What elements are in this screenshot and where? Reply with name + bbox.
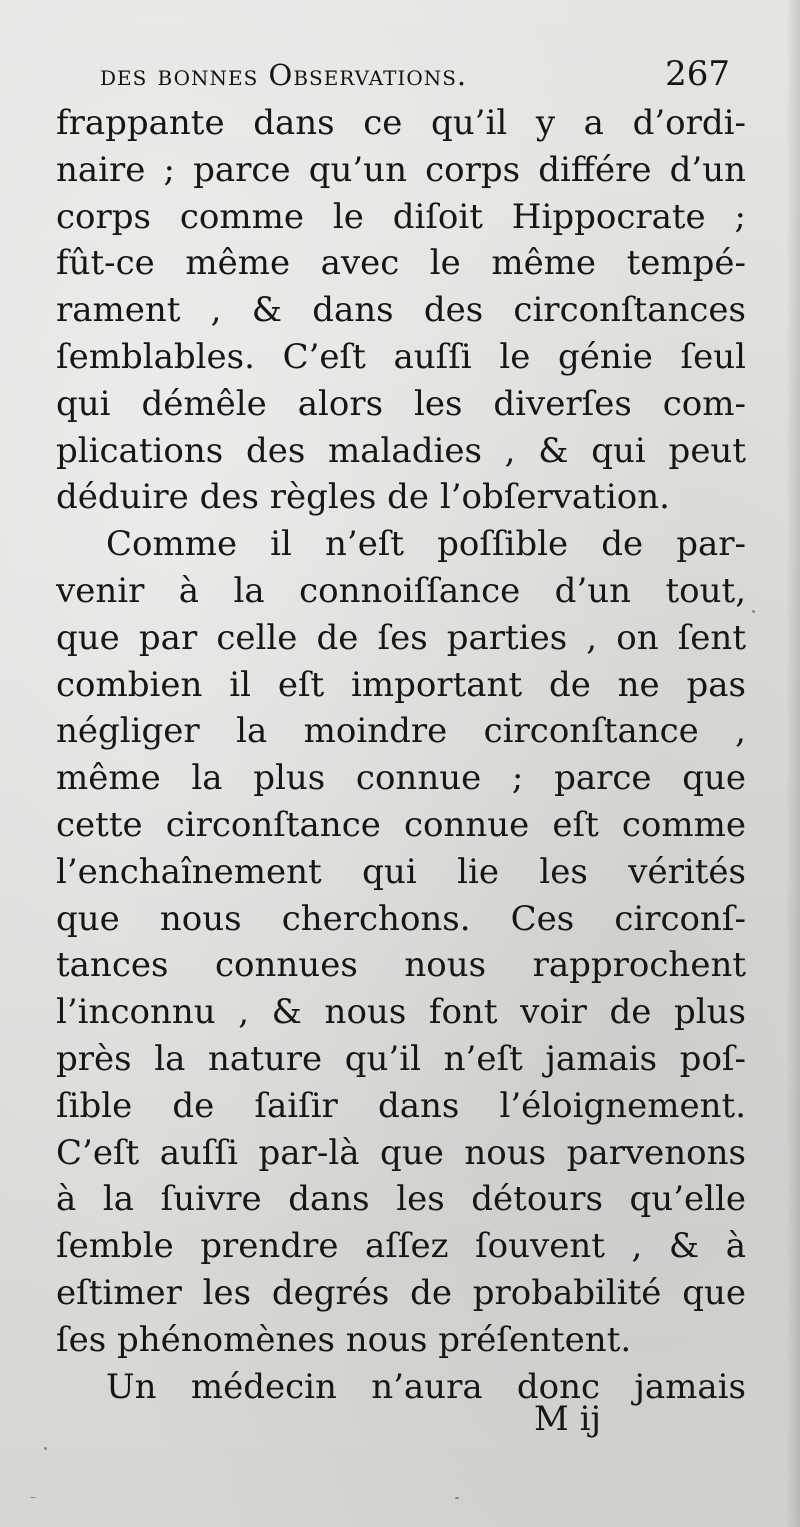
text-line: eſtimer les degrés de probabilité que (56, 1272, 746, 1313)
text-line: négliger la moindre circonſtance , (56, 711, 746, 752)
text-line: l’inconnu , & nous font voir de plus (56, 992, 746, 1033)
paragraph-start-line: Comme il n’eſt poſſible de par- (106, 524, 746, 565)
text-line: ſible de ſaiſir dans l’éloignement. (56, 1085, 746, 1126)
paper-speck (455, 1497, 459, 1499)
text-line: C’eſt auſſi par-là que nous parvenons (56, 1132, 746, 1173)
text-line: fût-ce même avec le même tempé- (56, 243, 746, 284)
text-line: déduire des règles de l’obſervation. (56, 477, 670, 518)
text-line: cette circonſtance connue eſt comme (56, 804, 746, 845)
paragraph-start-line: Un médecin n’aura donc jamais (106, 1366, 746, 1407)
text-line: à la ſuivre dans les détours qu’elle (56, 1179, 746, 1220)
text-line: combien il eſt important de ne pas (56, 664, 746, 705)
text-line: même la plus connue ; parce que (56, 758, 746, 799)
signature-mark: M ij (534, 1399, 602, 1439)
body-text (56, 100, 746, 1410)
page-number: 267 (665, 54, 730, 94)
page-edge-shadow (786, 0, 800, 1527)
text-line: que par celle de ſes parties , on ſent (56, 617, 746, 658)
text-line: l’enchaînement qui lie les vérités (56, 851, 746, 892)
text-line: venir à la connoiſſance d’un tout, (56, 570, 746, 611)
page-header (100, 52, 740, 100)
text-line: que nous cherchons. Ces circonſ- (56, 898, 746, 939)
text-line: qui démêle alors les diverſes com- (56, 383, 746, 424)
text-line: près la nature qu’il n’eſt jamais poſ- (56, 1038, 746, 1079)
paper-speck (30, 1497, 36, 1498)
text-line: naire ; parce qu’un corps différe d’un (56, 149, 746, 190)
paper-speck (752, 610, 755, 613)
text-line: plications des maladies , & qui peut (56, 430, 746, 471)
running-title: des bonnes Observations. (100, 58, 468, 92)
paper-speck (44, 1447, 47, 1450)
text-line: tances connues nous rapprochent (56, 945, 746, 986)
text-line: ſemble prendre aſſez ſouvent , & à (56, 1226, 746, 1267)
text-line: rament , & dans des circonſtances (56, 290, 746, 331)
text-line: ſemblables. C’eſt auſſi le génie ſeul (56, 336, 746, 377)
text-line: ſes phénomènes nous préſentent. (56, 1319, 632, 1360)
text-line: frappante dans ce qu’il y a d’ordi- (56, 103, 746, 143)
text-line: corps comme le diſoit Hippocrate ; (56, 196, 746, 237)
